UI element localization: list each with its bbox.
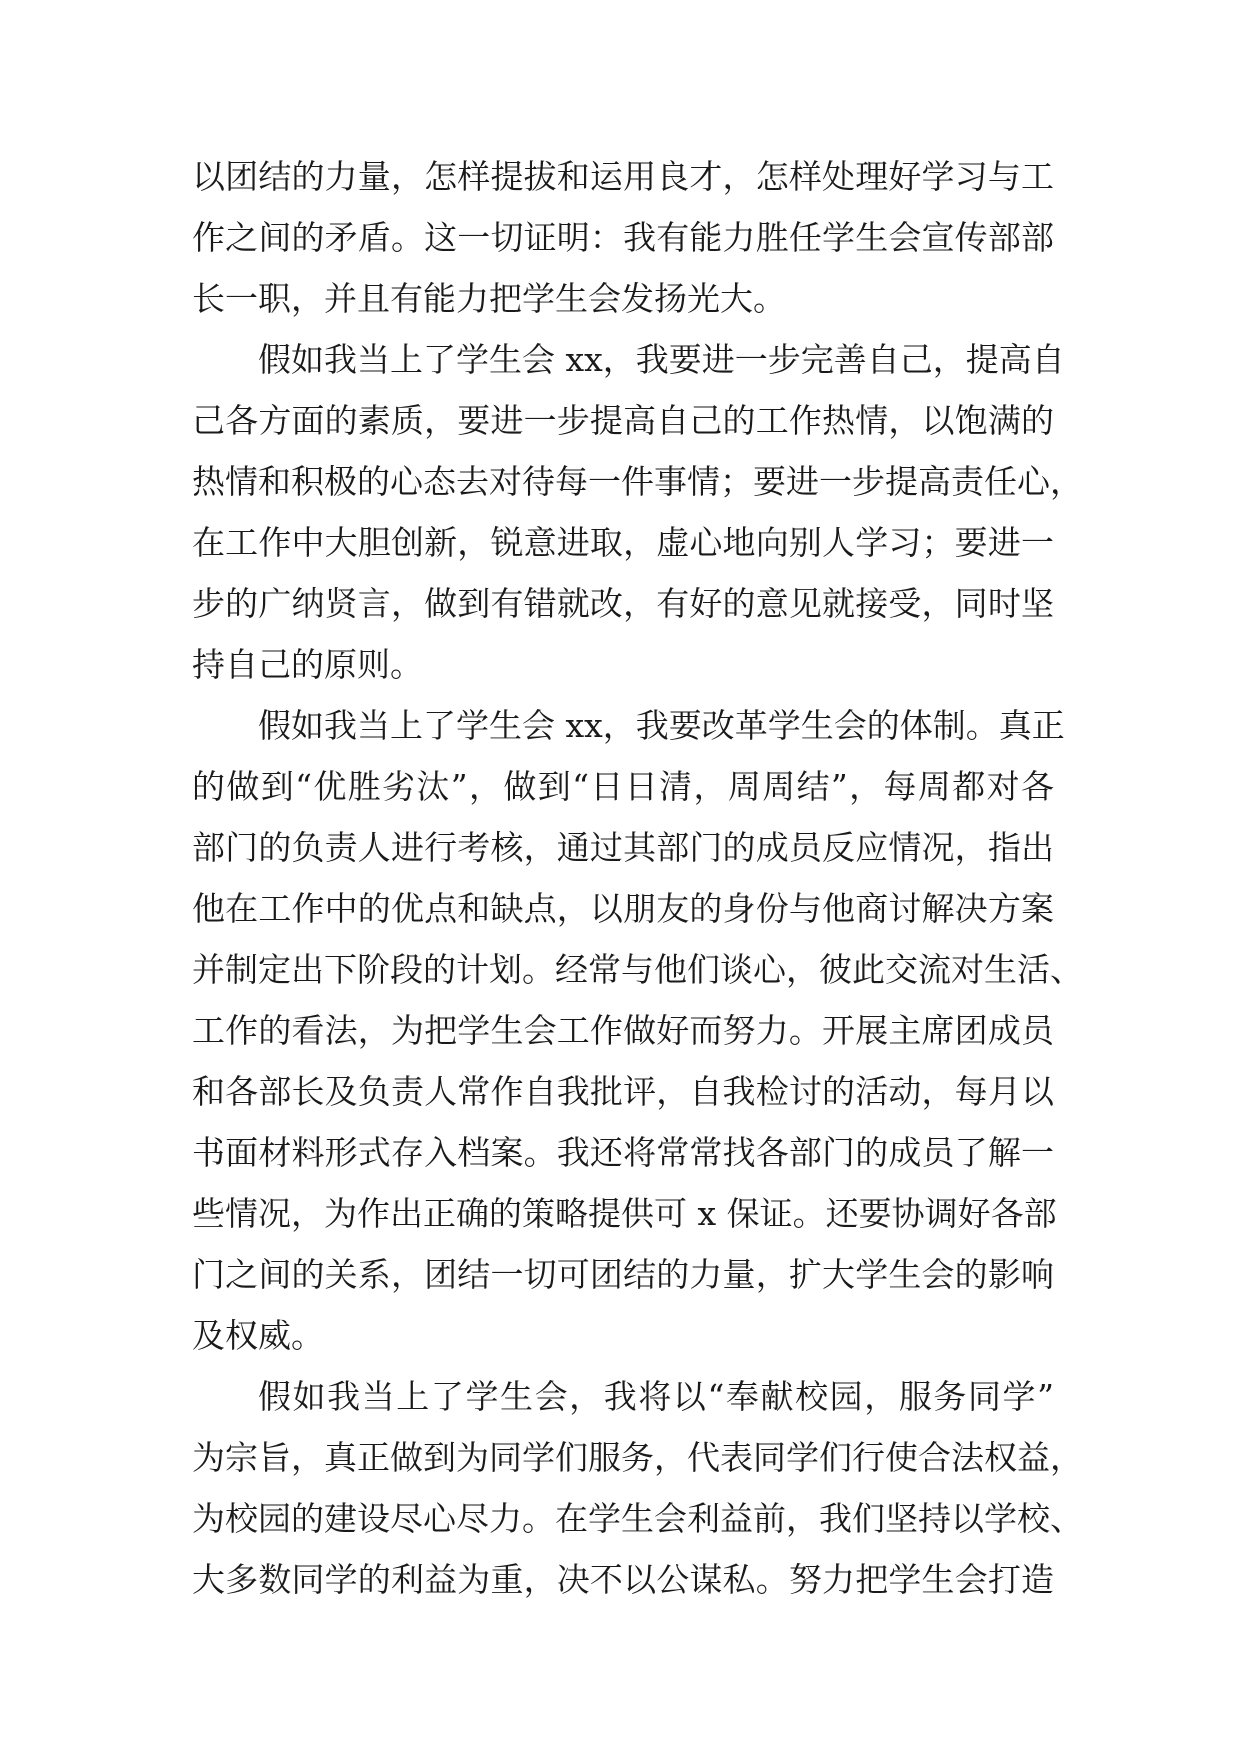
text-line: 及权威。 [192, 1316, 324, 1355]
paragraph-first-line: 假如我当上了学生会 xx，我要进一步完善自己，提高自 [258, 340, 1065, 379]
document-body [192, 146, 1083, 1610]
text-line: 热情和积极的心态去对待每一件事情；要进一步提高责任心， [192, 462, 1083, 501]
text-line: 在工作中大胆创新，锐意进取，虚心地向别人学习；要进一 [192, 523, 1054, 562]
text-line: 和各部长及负责人常作自我批评，自我检讨的活动，每月以 [192, 1072, 1054, 1111]
text-line: 的做到“优胜劣汰”，做到“日日清，周周结”，每周都对各 [192, 767, 1054, 806]
paragraph-first-line: 假如我当上了学生会 xx，我要改革学生会的体制。真正 [258, 706, 1065, 745]
text-line: 为宗旨，真正做到为同学们服务，代表同学们行使合法权益， [192, 1438, 1083, 1477]
text-line: 己各方面的素质，要进一步提高自己的工作热情，以饱满的 [192, 401, 1054, 440]
text-line: 作之间的矛盾。这一切证明：我有能力胜任学生会宣传部部 [192, 218, 1054, 257]
text-line: 他在工作中的优点和缺点，以朋友的身份与他商讨解决方案 [192, 889, 1054, 928]
text-line: 门之间的关系，团结一切可团结的力量，扩大学生会的影响 [192, 1255, 1054, 1294]
text-line: 步的广纳贤言，做到有错就改，有好的意见就接受，同时坚 [192, 584, 1054, 623]
text-line: 持自己的原则。 [192, 645, 423, 684]
paragraph-first-line: 假如我当上了学生会，我将以“奉献校园，服务同学” [258, 1377, 1054, 1416]
text-line: 以团结的力量，怎样提拔和运用良才，怎样处理好学习与工 [192, 157, 1054, 196]
text-line: 为校园的建设尽心尽力。在学生会利益前，我们坚持以学校、 [192, 1499, 1083, 1538]
text-line: 大多数同学的利益为重，决不以公谋私。努力把学生会打造 [192, 1560, 1054, 1599]
text-line: 工作的看法，为把学生会工作做好而努力。开展主席团成员 [192, 1011, 1054, 1050]
text-line: 并制定出下阶段的计划。经常与他们谈心，彼此交流对生活、 [192, 950, 1083, 989]
text-line: 部门的负责人进行考核，通过其部门的成员反应情况，指出 [192, 828, 1054, 867]
text-line: 书面材料形式存入档案。我还将常常找各部门的成员了解一 [192, 1133, 1054, 1172]
text-line: 长一职，并且有能力把学生会发扬光大。 [192, 279, 786, 318]
text-line: 些情况，为作出正确的策略提供可 x 保证。还要协调好各部 [192, 1194, 1057, 1233]
